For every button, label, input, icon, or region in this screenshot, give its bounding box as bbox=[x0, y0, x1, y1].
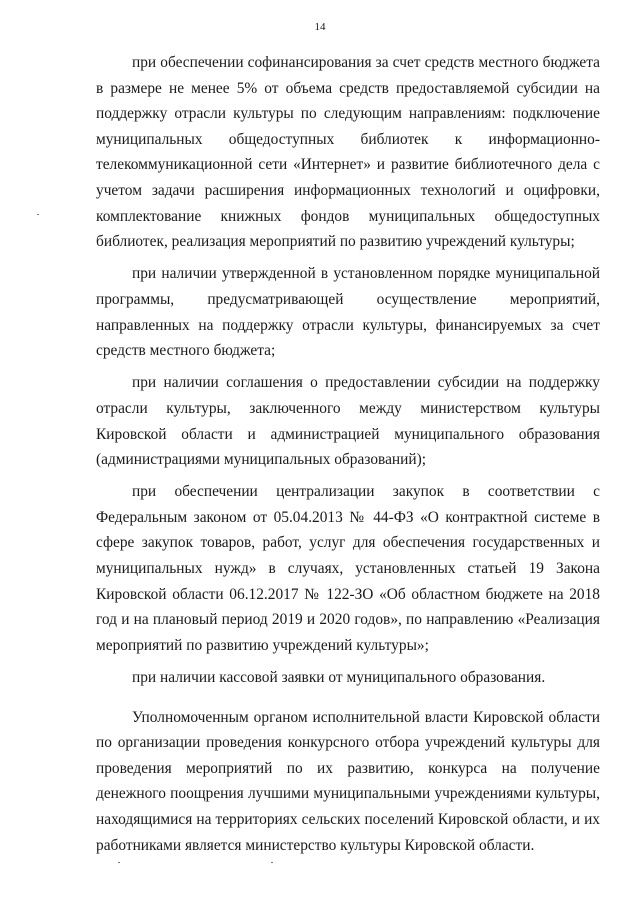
document-body bbox=[96, 50, 600, 865]
paragraph-cofinancing-condition: при обеспечении софинансирования за счет средств местного бюджета в размере не менее 5% от объема средств предоставляемой субсидии на поддержку отрасли культуры по следующим направлениям: подключение муниципальных общедоступных библиотек к информационно-телекоммуникационной сети «Интернет» и развитие библиотечного дела с учетом задачи расширения информационных технологий и оцифровки, комплектование книжных фондов муниципальных общедоступных библиотек, реализация мероприятий по развитию учреждений культуры; bbox=[96, 54, 600, 251]
paragraph-cash-request-condition: при наличии кассовой заявки от муниципального образования. bbox=[132, 669, 546, 687]
scan-speck bbox=[118, 862, 120, 863]
scan-speck bbox=[37, 214, 39, 215]
paragraph-authorized-body: Уполномоченным органом исполнительной власти Кировской области по организации проведения конкурсного отбора учреждений культуры для проведения мероприятий по их развитию, конкурса на получение денежного поощрения лучшими муниципальными учреждениями культуры, находящимися на территориях сельских поселений Кировской области, и их работниками является министерство культуры Кировской области. bbox=[96, 708, 600, 854]
scan-speck bbox=[271, 862, 273, 863]
paragraph-agreement-condition: при наличии соглашения о предоставлении субсидии на поддержку отрасли культуры, заключенного между министерством культуры Кировской области и администрацией муниципального образования (администрациями муниципальных образований); bbox=[96, 374, 600, 469]
paragraph-municipal-program-condition: при наличии утвержденной в установленном порядке муниципальной программы, предусматривающей осуществление мероприятий, направленных на поддержку отрасли культуры, финансируемых за счет средств местного бюджета; bbox=[96, 265, 600, 360]
page-number: 14 bbox=[314, 21, 326, 33]
paragraph-procurement-condition: при обеспечении централизации закупок в соответствии с Федеральным законом от 05.04.2013 № 44-ФЗ «О контрактной системе в сфере закупок товаров, работ, услуг для обеспечения государственных и муниципальных нужд» в случаях, установленных статьей 19 Закона Кировской области 06.12.2017 № 122-ЗО «Об областном бюджете на 2018 год и на плановый период 2019 и 2020 годов», по направлению «Реализация мероприятий по развитию учреждений культуры»; bbox=[96, 483, 600, 654]
